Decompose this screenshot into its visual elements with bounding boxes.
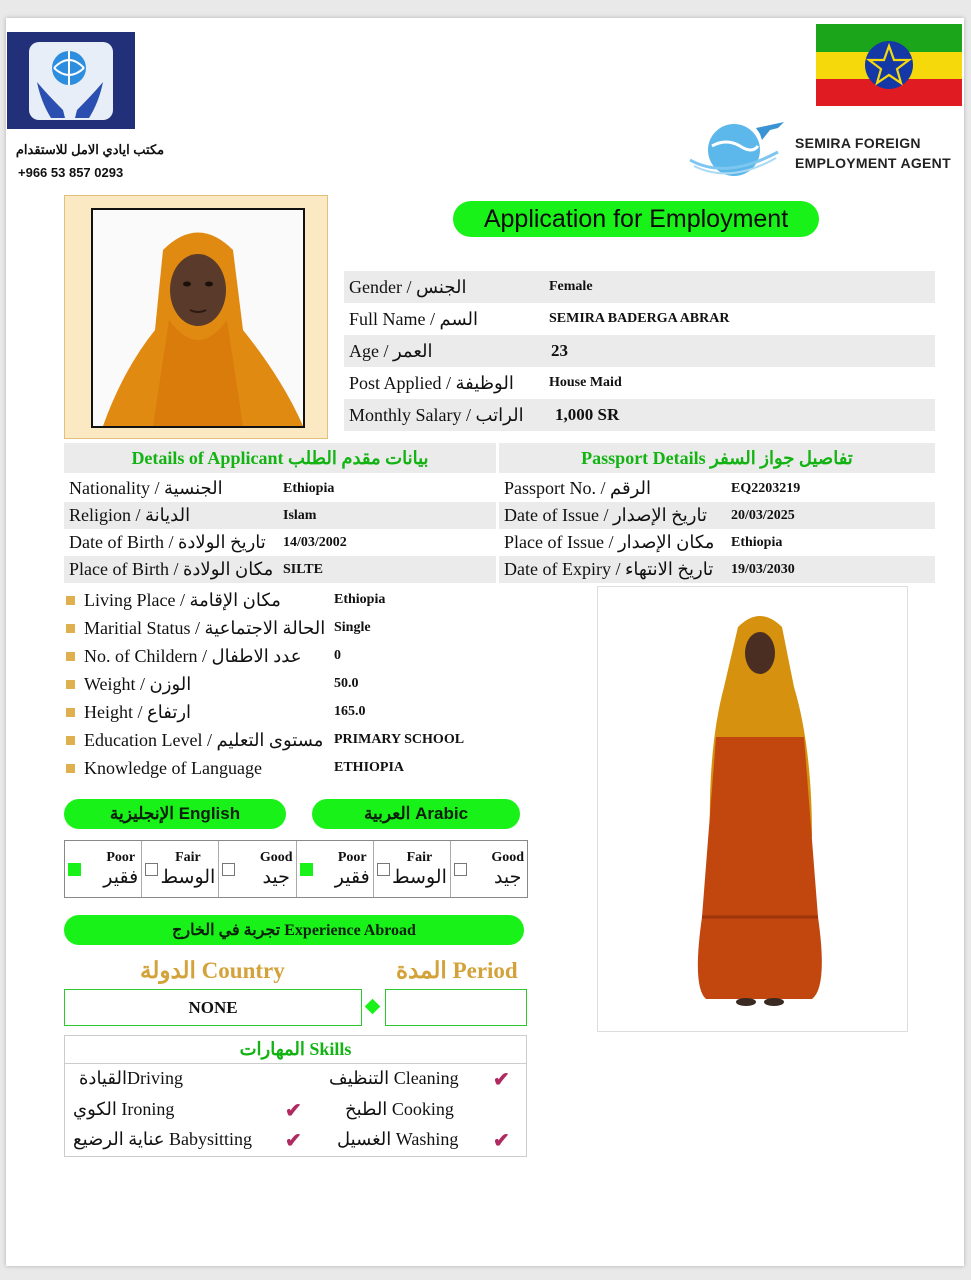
experience-title: تجربة في الخارج Experience Abroad [172, 922, 416, 939]
passport-no-value: EQ2203219 [731, 480, 801, 496]
nationality-value: Ethiopia [283, 480, 335, 496]
detail-row [66, 754, 526, 782]
portrait-photo [64, 195, 328, 439]
country-value: NONE [188, 997, 238, 1017]
agency-name-line1: SEMIRA FOREIGN [795, 135, 921, 151]
nationality-label: Nationality / الجنسية [69, 478, 223, 498]
level-ar: جيد [262, 866, 290, 888]
marital-status-value: Single [334, 620, 371, 635]
arabic-language-title: العربية Arabic [363, 804, 469, 823]
applicant-table [64, 475, 496, 583]
full-name-label: Full Name / السم [349, 308, 479, 329]
page-title-text: Application for Employment [483, 204, 789, 233]
language-value: ETHIOPIA [334, 760, 405, 775]
salary-value: 1,000 SR [555, 405, 620, 424]
bullet-icon [66, 736, 75, 745]
arabic-poor-checkbox[interactable] [300, 863, 313, 876]
passport-row [499, 556, 935, 583]
bullet-icon [66, 708, 75, 717]
summary-row [344, 271, 935, 303]
skills-title: المهارات Skills [239, 1039, 352, 1059]
globe-plane-logo-icon [686, 116, 786, 182]
experience-header [64, 915, 524, 945]
summary-row [344, 367, 935, 399]
english-fair-checkbox[interactable] [145, 863, 158, 876]
detail-row [66, 670, 526, 698]
washing-check-icon: ✔ [493, 1130, 510, 1152]
age-value: 23 [551, 341, 568, 360]
detail-row [66, 614, 526, 642]
level-en: Good [491, 849, 525, 865]
issue-place-value: Ethiopia [731, 534, 783, 550]
passport-row [499, 502, 935, 529]
issue-date-label: Date of Issue / تاريخ الإصدار [504, 505, 707, 525]
level-en: Poor [337, 849, 367, 865]
applicant-row [64, 502, 496, 529]
living-place-label [66, 590, 334, 611]
summary-row [344, 303, 935, 335]
skill-washing: الغسيل Washing [337, 1129, 459, 1149]
level-ar: فقير [103, 866, 139, 888]
agency-phone: +966 53 857 0293 [18, 165, 124, 180]
applicant-header-text: Details of Applicant بيانات مقدم الطلب [131, 447, 429, 468]
level-en: Fair [406, 849, 433, 865]
detail-row [66, 586, 526, 614]
living-place-label-text: Living Place / مكان الإقامة [84, 589, 281, 610]
full-body-photo [597, 586, 908, 1032]
weight-label-text: Weight / الوزن [84, 673, 192, 694]
passport-header [499, 443, 935, 473]
post-applied-label: Post Applied / الوظيفة [349, 372, 514, 393]
skill-driving: القيادةDriving [79, 1068, 183, 1088]
ethiopia-flag-icon [816, 24, 962, 106]
ironing-check-icon: ✔ [285, 1100, 302, 1122]
bullet-icon [66, 764, 75, 773]
passport-no-label: Passport No. / الرقم [504, 478, 652, 498]
religion-label: Religion / الديانة [69, 505, 191, 525]
english-good-checkbox[interactable] [222, 863, 235, 876]
skill-ironing: الكوي Ironing [73, 1099, 175, 1119]
bullet-icon [66, 596, 75, 605]
bullet-icon [66, 680, 75, 689]
arabic-good-checkbox[interactable] [454, 863, 467, 876]
detail-row [66, 698, 526, 726]
period-label: المدة Period [396, 958, 518, 983]
pob-label: Place of Birth / مكان الولادة [69, 559, 274, 579]
height-value: 165.0 [334, 704, 366, 719]
expiry-date-label: Date of Expiry / تاريخ الانتهاء [504, 559, 714, 579]
applicant-row [64, 529, 496, 556]
level-en: Good [259, 849, 293, 865]
summary-row [344, 335, 935, 367]
page-title [453, 201, 819, 237]
arabic-good-cell [451, 841, 527, 897]
applicant-row [64, 556, 496, 583]
bullet-icon [66, 652, 75, 661]
skill-babysitting: عناية الرضيع Babysitting [73, 1129, 253, 1149]
education-value: PRIMARY SCHOOL [334, 732, 465, 747]
cleaning-check-icon: ✔ [493, 1069, 510, 1091]
arabic-fair-cell [374, 841, 451, 897]
detail-row [66, 642, 526, 670]
height-label [66, 702, 334, 723]
country-field [64, 989, 362, 1026]
level-ar: فقير [334, 866, 370, 888]
religion-value: Islam [283, 507, 317, 523]
agency-logo [7, 32, 135, 129]
passport-header-text: Passport Details تفاصيل جواز السفر [581, 447, 853, 468]
level-ar: الوسط [160, 866, 216, 888]
language-label [66, 758, 334, 779]
post-applied-value: House Maid [549, 375, 622, 390]
other-details [66, 586, 526, 782]
expiry-date-value: 19/03/2030 [731, 561, 795, 577]
country-label: الدولة Country [140, 958, 285, 983]
weight-value: 50.0 [334, 676, 359, 691]
dob-value: 14/03/2002 [283, 534, 347, 550]
level-ar: الوسط [392, 866, 447, 888]
weight-label [66, 674, 334, 695]
language-label-text: Knowledge of Language [84, 757, 262, 778]
arabic-fair-checkbox[interactable] [377, 863, 390, 876]
english-fair-cell [142, 841, 219, 897]
language-level-grid [64, 840, 528, 898]
skill-cleaning: التنظيف Cleaning [329, 1068, 459, 1088]
applicant-row [64, 475, 496, 502]
skill-cooking: الطبخ Cooking [345, 1099, 454, 1119]
summary-row [344, 399, 935, 431]
bullet-icon [66, 624, 75, 633]
arabic-poor-cell [297, 841, 374, 897]
period-field [385, 989, 527, 1026]
issue-date-value: 20/03/2025 [731, 507, 795, 523]
passport-row [499, 475, 935, 502]
agency-name-line2: EMPLOYMENT AGENT [795, 155, 951, 171]
children-value: 0 [334, 648, 341, 663]
full-name-value: SEMIRA BADERGA ABRAR [549, 311, 730, 326]
passport-row [499, 529, 935, 556]
english-poor-cell [65, 841, 142, 897]
level-en: Poor [106, 849, 136, 865]
agency-name-ar: مكتب ايادي الامل للاستقدام [15, 142, 165, 157]
skills-table [64, 1035, 527, 1157]
gender-value: Female [549, 279, 593, 294]
passport-table [499, 475, 935, 583]
detail-row [66, 726, 526, 754]
height-label-text: Height / ارتفاع [84, 701, 192, 722]
marital-status-label-text: Maritial Status / الحالة الاجتماعية [84, 617, 326, 638]
level-ar: جيد [493, 866, 522, 888]
age-label: Age / العمر [349, 340, 433, 361]
english-poor-checkbox[interactable] [68, 863, 81, 876]
applicant-header [64, 443, 496, 473]
english-language-title: الإنجليزية English [109, 804, 241, 823]
summary-table [344, 271, 935, 431]
dob-label: Date of Birth / تاريخ الولادة [69, 532, 266, 552]
children-label-text: No. of Childern / عدد الاطفال [84, 645, 302, 666]
arabic-language-header [312, 799, 520, 829]
skills-header [65, 1036, 526, 1064]
english-good-cell [219, 841, 296, 897]
english-language-header [64, 799, 286, 829]
application-form [6, 18, 964, 1266]
marital-status-label [66, 618, 334, 639]
babysitting-check-icon: ✔ [285, 1130, 302, 1152]
education-label-text: Education Level / مستوى التعليم [84, 729, 324, 750]
living-place-value: Ethiopia [334, 592, 386, 607]
diamond-icon [365, 999, 381, 1015]
issue-place-label: Place of Issue / مكان الإصدار [504, 532, 715, 552]
salary-label: Monthly Salary / الراتب [349, 404, 524, 425]
gender-label: Gender / الجنس [349, 276, 467, 297]
children-label [66, 646, 334, 667]
education-label [66, 730, 334, 751]
level-en: Fair [175, 849, 201, 865]
pob-value: SILTE [283, 561, 323, 577]
